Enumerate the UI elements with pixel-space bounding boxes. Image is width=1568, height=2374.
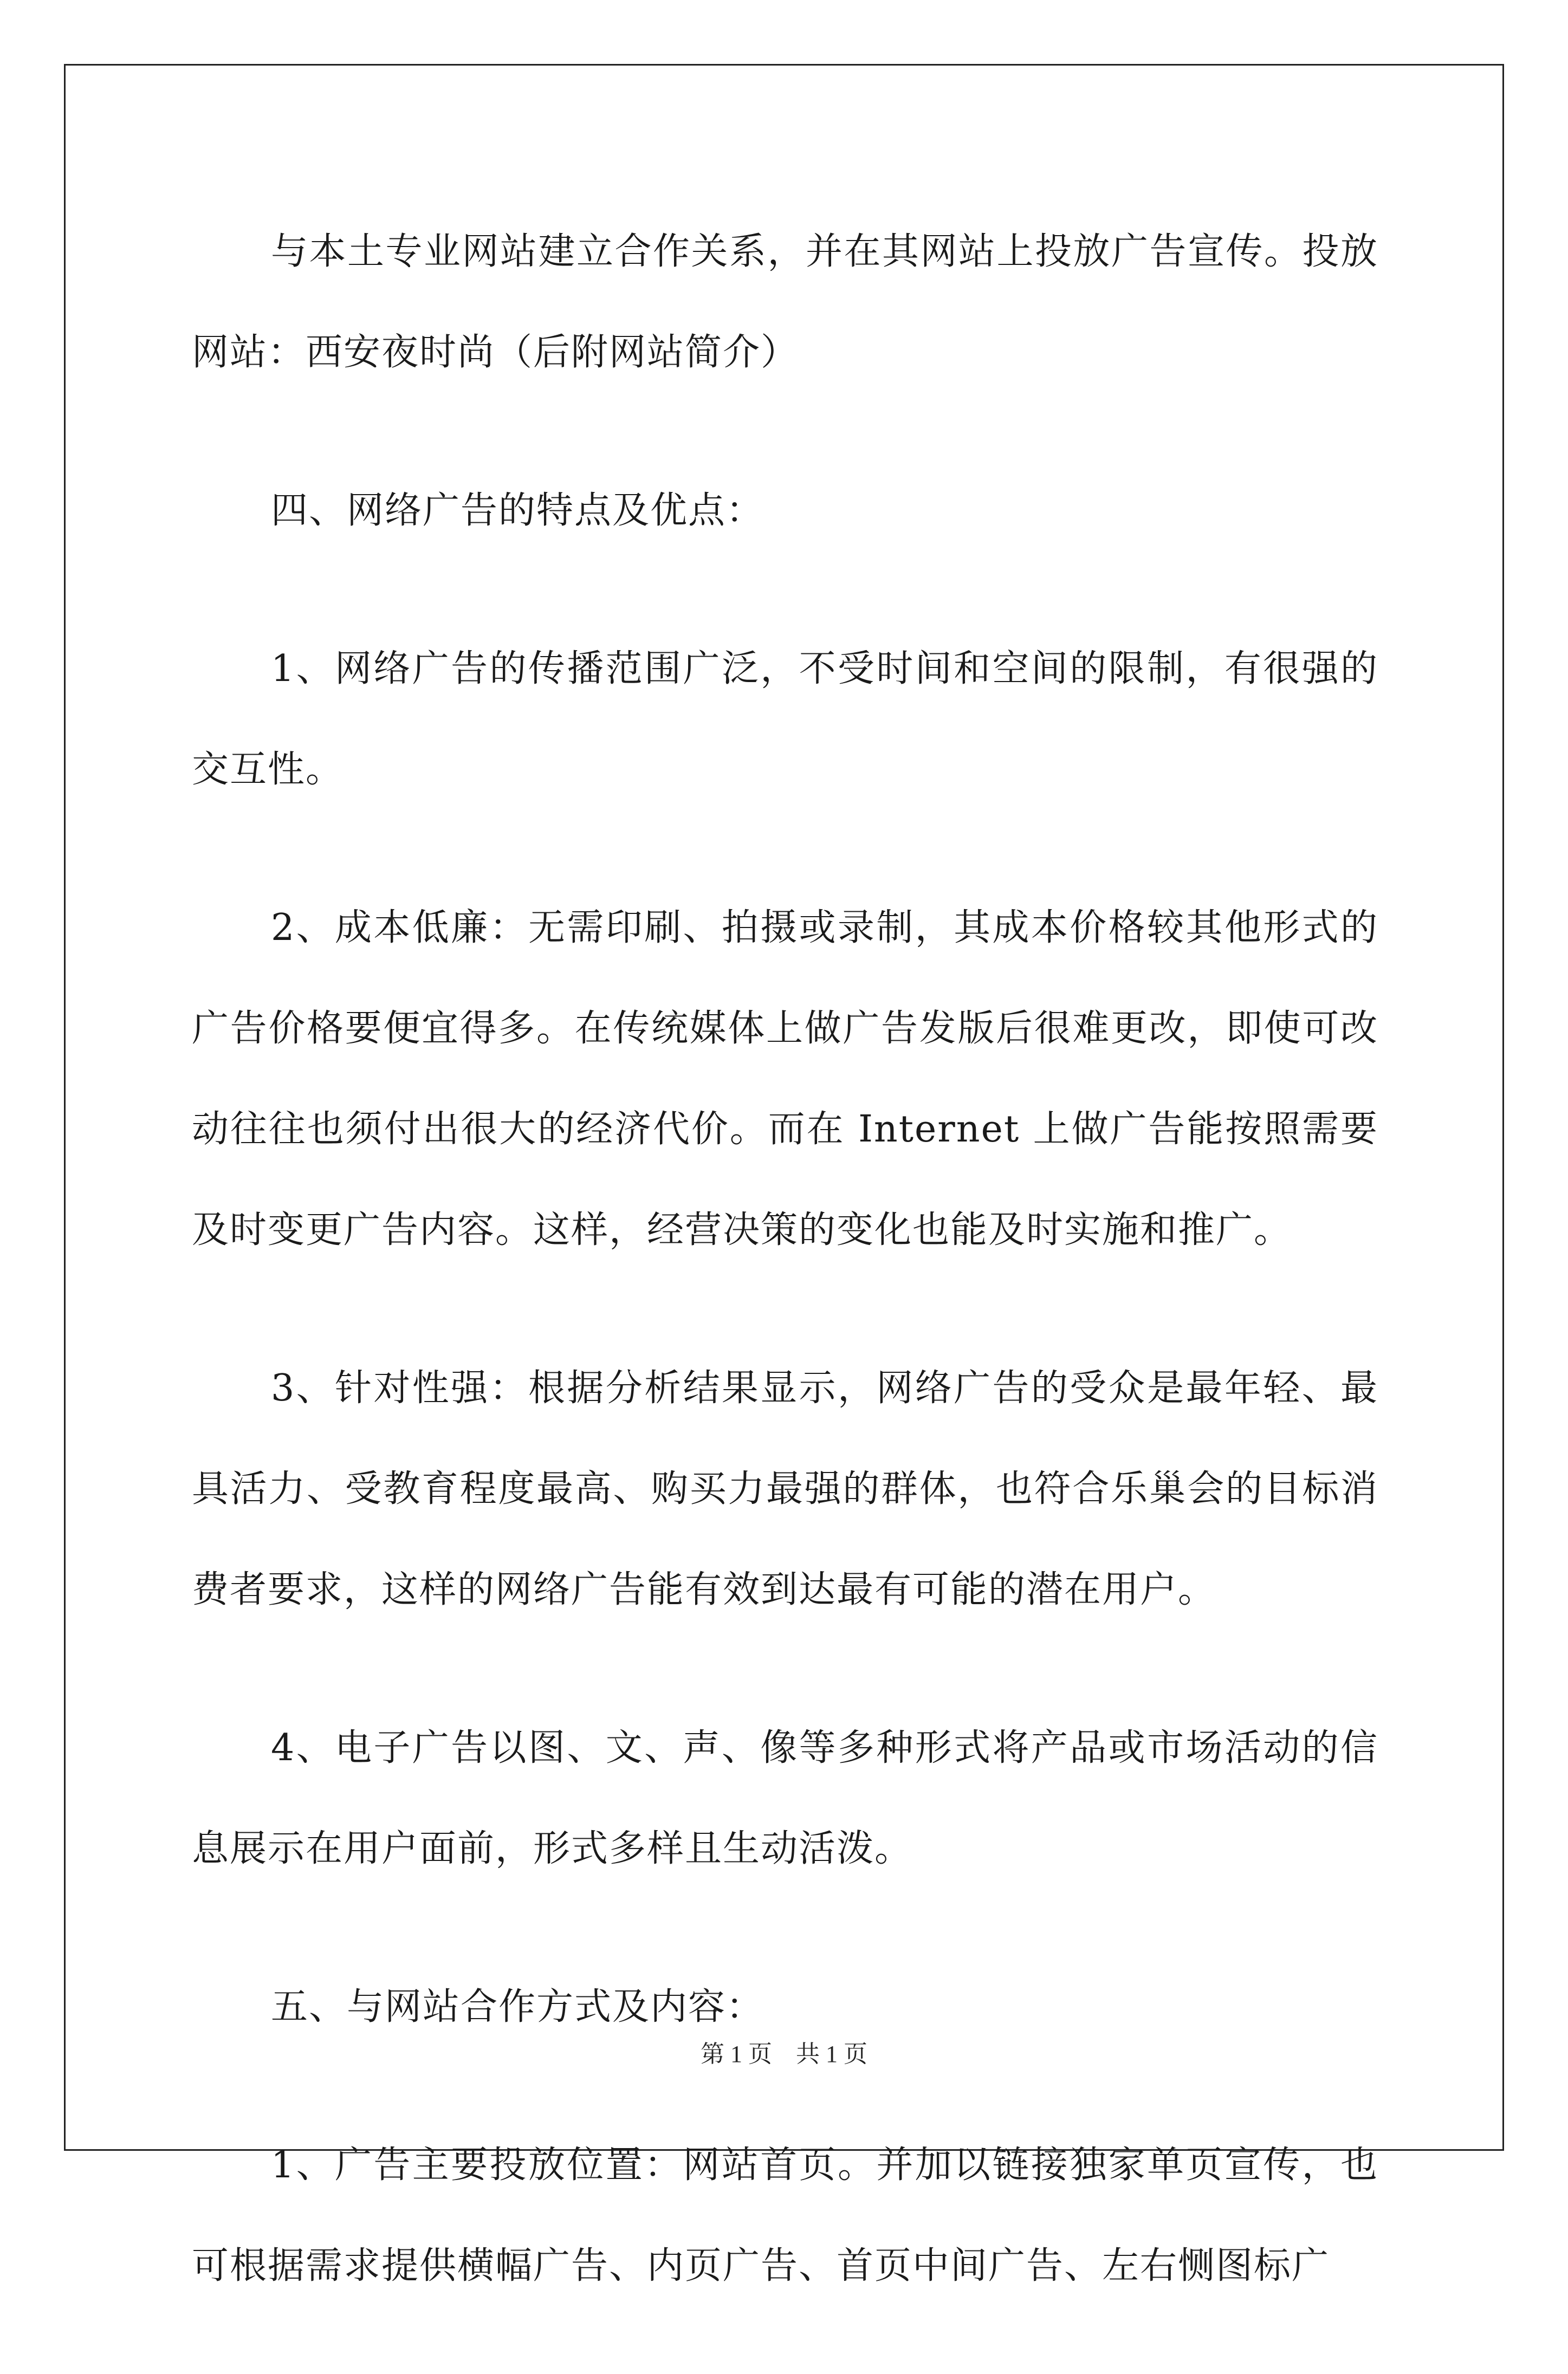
heading-section-four: 四、网络广告的特点及优点： xyxy=(271,489,764,532)
paragraph-intro: 与本土专业网站建立合作关系，并在其网站上投放广告宣传。投放网站：西安夜时尚（后附网站简介） xyxy=(192,230,1378,374)
paragraph-cooperation-1: 1、广告主要投放位置：网站首页。并加以链接独家单页宣传，也可根据需求提供横幅广告、内页广告、首页中间广告、左右恻图标广 xyxy=(192,2144,1378,2287)
heading-section-five: 五、与网站合作方式及内容： xyxy=(271,1986,764,2028)
page-number: 第 1 页 共 1 页 xyxy=(701,2041,867,2067)
paragraph-point-4: 4、电子广告以图、文、声、像等多种形式将产品或市场活动的信息展示在用户面前，形式多样且生动活泼。 xyxy=(192,1727,1378,1870)
paragraph-point-2: 2、成本低廉：无需印刷、拍摄或录制，其成本价格较其他形式的广告价格要便宜得多。在传统媒体上做广告发版后很难更改，即使可改动往往也须付出很大的经济代价。而在 Internet 上做广告能按照需要及时变更广告内容。这样，经营决策的变化也能及时实施和推广。 xyxy=(192,906,1378,1251)
paragraph-point-1: 1、网络广告的传播范围广泛，不受时间和空间的限制，有很强的交互性。 xyxy=(192,647,1378,791)
paragraph-point-3: 3、针对性强：根据分析结果显示，网络广告的受众是最年轻、最具活力、受教育程度最高、购买力最强的群体，也符合乐巢会的目标消费者要求，这样的网络广告能有效到达最有可能的潜在用户。 xyxy=(192,1367,1378,1611)
